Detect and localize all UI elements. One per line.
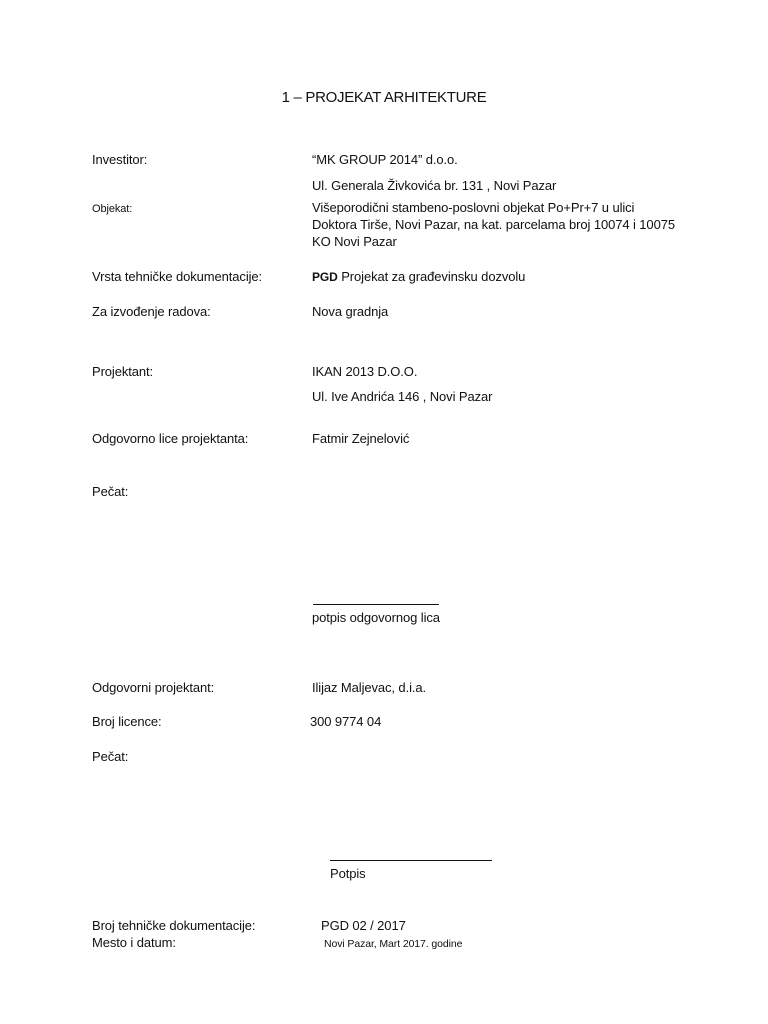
licenca-value: 300 9774 04 <box>310 714 382 729</box>
document-title: 1 – PROJEKAT ARHITEKTURE <box>281 89 487 106</box>
broj-dokumentacije-label: Broj tehničke dokumentacije: <box>92 918 256 933</box>
vrsta-label: Vrsta tehničke dokumentacije: <box>92 269 263 284</box>
mesto-datum-label: Mesto i datum: <box>92 935 176 950</box>
investitor-label: Investitor: <box>92 152 148 167</box>
pecat-label-1: Pečat: <box>92 484 129 499</box>
investitor-name: “MK GROUP 2014” d.o.o. <box>312 152 458 167</box>
objekat-line-1: Višeporodični stambeno-poslovni objekat Po+Pr+7 u ulici <box>312 200 635 215</box>
projektant-label: Projektant: <box>92 364 154 379</box>
projektant-name: IKAN 2013 D.O.O. <box>312 364 418 379</box>
vrsta-code: PGD <box>312 270 338 284</box>
odgovorno-lice-value: Fatmir Zejnelović <box>312 431 410 446</box>
odgovorni-projektant-label: Odgovorni projektant: <box>92 680 215 695</box>
izvodjenje-label: Za izvođenje radova: <box>92 304 211 319</box>
izvodjenje-value: Nova gradnja <box>312 304 389 319</box>
signature-caption-1: potpis odgovornog lica <box>312 610 440 625</box>
investitor-address: Ul. Generala Živkovića br. 131 , Novi Pazar <box>312 178 557 193</box>
pecat-label-2: Pečat: <box>92 749 129 764</box>
objekat-line-3: KO Novi Pazar <box>312 234 397 249</box>
signature-line-1 <box>313 604 439 605</box>
odgovorni-projektant-value: Ilijaz Maljevac, d.i.a. <box>312 680 427 695</box>
mesto-datum-value: Novi Pazar, Mart 2017. godine <box>324 938 463 950</box>
vrsta-text: Projekat za građevinsku dozvolu <box>337 269 526 284</box>
licenca-label: Broj licence: <box>92 714 162 729</box>
objekat-line-2: Doktora Tirše, Novi Pazar, na kat. parcelama broj 10074 i 10075 <box>312 217 675 232</box>
broj-dokumentacije-value: PGD 02 / 2017 <box>321 918 406 933</box>
signature-caption-2: Potpis <box>330 866 366 881</box>
projektant-address: Ul. Ive Andrića 146 , Novi Pazar <box>312 389 493 404</box>
vrsta-value <box>312 268 525 286</box>
objekat-label: Objekat: <box>92 203 133 215</box>
signature-line-2 <box>330 860 492 861</box>
odgovorno-lice-label: Odgovorno lice projektanta: <box>92 431 249 446</box>
